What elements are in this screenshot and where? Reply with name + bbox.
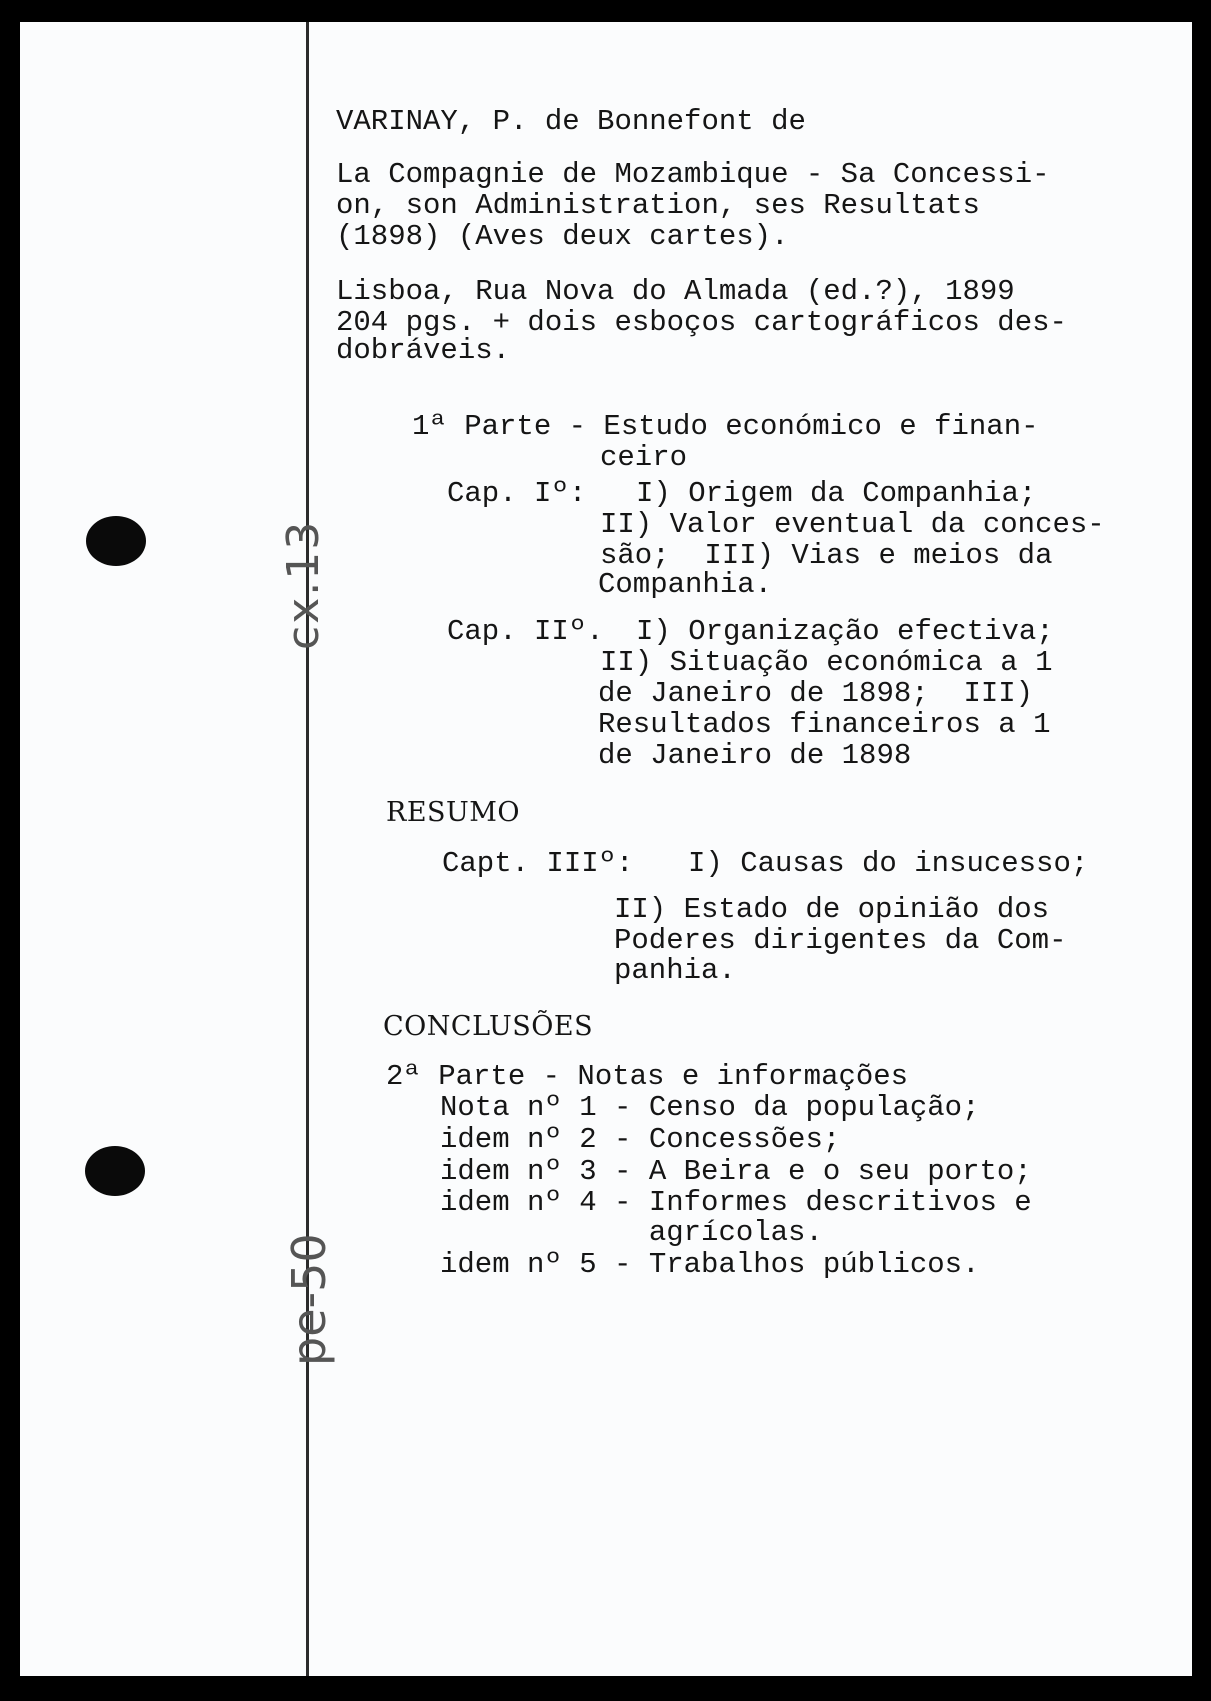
cap2-label: Cap. IIº. — [447, 615, 604, 648]
handwritten-code: pe-50 — [282, 1233, 336, 1366]
title-line-1: La Compagnie de Mozambique - Sa Concessi- — [336, 158, 1050, 191]
punch-hole-bottom — [85, 1146, 145, 1196]
cap1-label: Cap. Iº: — [447, 477, 587, 510]
cap2-line-2: II) Situação económica a 1 — [600, 646, 1053, 679]
author-line: VARINAY, P. de Bonnefont de — [336, 105, 806, 138]
note-line-1: Nota nº 1 - Censo da população; — [440, 1091, 980, 1124]
punch-hole-top — [86, 516, 146, 566]
note-line-4: idem nº 4 - Informes descritivos e — [440, 1186, 1032, 1219]
cap3-line-2: II) Estado de opinião dos — [614, 893, 1050, 926]
part2-heading: 2ª Parte - Notas e informações — [386, 1060, 909, 1093]
note-line-6: idem nº 5 - Trabalhos públicos. — [440, 1248, 980, 1281]
part1-heading-cont: ceiro — [600, 441, 688, 474]
cap3-line-4: panhia. — [614, 954, 736, 987]
part1-heading: 1ª Parte - Estudo económico e finan- — [412, 410, 1039, 443]
cap2-line-4: Resultados financeiros a 1 — [598, 708, 1051, 741]
handwritten-box-ref: cx.13 — [278, 519, 329, 650]
publication-line-2: 204 pgs. + dois esboços cartográficos des- — [336, 306, 1067, 339]
title-line-3: (1898) (Aves deux cartes). — [336, 220, 789, 253]
note-line-2: idem nº 2 - Concessões; — [440, 1123, 841, 1156]
cap1-line-1: I) Origem da Companhia; — [636, 477, 1037, 510]
resumo-heading: RESUMO — [386, 797, 521, 828]
publication-line-3: dobráveis. — [336, 334, 511, 367]
cap3-line-3: Poderes dirigentes da Com- — [614, 924, 1067, 957]
cap3-line-1: I) Causas do insucesso; — [688, 847, 1089, 880]
publication-line-1: Lisboa, Rua Nova do Almada (ed.?), 1899 — [336, 275, 1015, 308]
cap2-line-3: de Janeiro de 1898; III) — [598, 677, 1034, 710]
margin-line — [306, 22, 309, 1676]
cap2-line-1: I) Organização efectiva; — [636, 615, 1054, 648]
cap1-line-2: II) Valor eventual da conces- — [600, 508, 1105, 541]
cap1-line-3: são; III) Vias e meios da — [600, 539, 1053, 572]
note-line-3: idem nº 3 - A Beira e o seu porto; — [440, 1155, 1032, 1188]
index-card — [20, 22, 1192, 1676]
cap2-line-5: de Janeiro de 1898 — [598, 739, 912, 772]
cap3-label: Capt. IIIº: — [442, 847, 634, 880]
cap1-line-4: Companhia. — [598, 568, 773, 601]
title-line-2: on, son Administration, ses Resultats — [336, 189, 980, 222]
note-line-5: agrícolas. — [440, 1216, 823, 1249]
conclusoes-heading: CONCLUSÕES — [383, 1011, 594, 1042]
